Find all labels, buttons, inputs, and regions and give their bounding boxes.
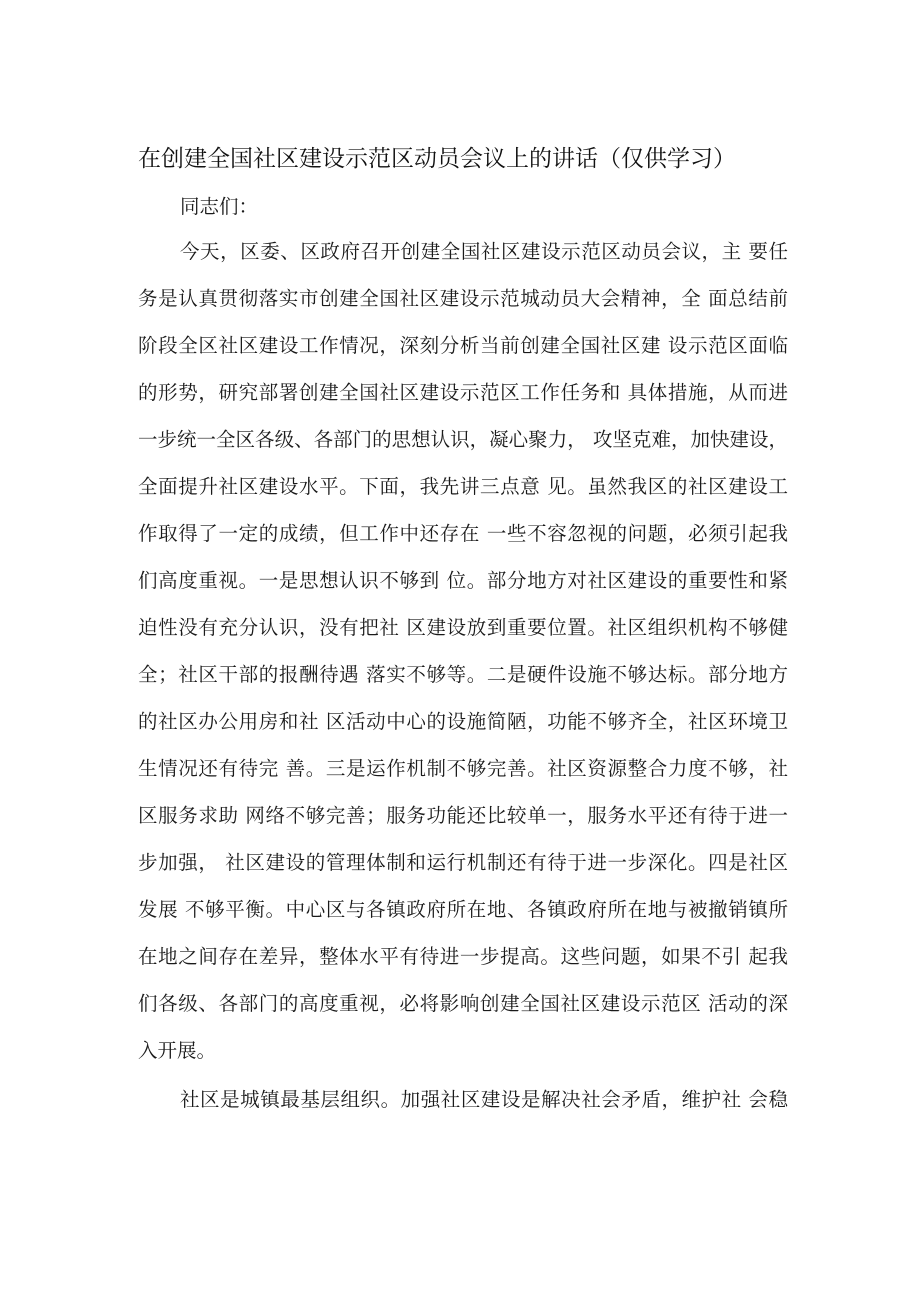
paragraph-line: 今天，区委、区政府召开创建全国社区建设示范区动员会议，主 要任 xyxy=(180,240,788,263)
paragraph-line: 作取得了一定的成绩，但工作中还存在 一些不容忽视的问题，必须引起我 xyxy=(138,522,788,545)
paragraph-line: 的社区办公用房和社 区活动中心的设施简陋，功能不够齐全，社区环境卫 xyxy=(138,710,788,733)
paragraph-line: 一步统一全区各级、各部门的思想认识，凝心聚力， 攻坚克难，加快建设， xyxy=(138,428,788,451)
paragraph-line: 全；社区干部的报酬待遇 落实不够等。二是硬件设施不够达标。部分地方 xyxy=(138,663,788,686)
paragraph-line: 步加强， 社区建设的管理体制和运行机制还有待于进一步深化。四是社区 xyxy=(138,851,788,874)
paragraph-line: 全面提升社区建设水平。下面，我先讲三点意 见。虽然我区的社区建设工 xyxy=(138,475,788,498)
paragraph-line: 务是认真贯彻落实市创建全国社区建设示范城动员大会精神，全 面总结前 xyxy=(138,287,788,310)
paragraph-line: 在地之间存在差异，整体水平有待进一步提高。这些问题，如果不引 起我 xyxy=(138,945,788,968)
paragraph-line: 迫性没有充分认识，没有把社 区建设放到重要位置。社区组织机构不够健 xyxy=(138,616,788,639)
paragraph-line: 区服务求助 网络不够完善；服务功能还比较单一，服务水平还有待于进一 xyxy=(138,804,788,827)
paragraph-line: 生情况还有待完 善。三是运作机制不够完善。社区资源整合力度不够，社 xyxy=(138,757,788,780)
paragraph-line: 的形势，研究部署创建全国社区建设示范区工作任务和 具体措施，从而进 xyxy=(138,381,788,404)
salutation: 同志们： xyxy=(180,195,259,218)
document-title: 在创建全国社区建设示范区动员会议上的讲话（仅供学习） xyxy=(138,146,736,172)
paragraph-line: 阶段全区社区建设工作情况，深刻分析当前创建全国社区建 设示范区面临 xyxy=(138,334,788,357)
paragraph-line: 入开展。 xyxy=(138,1039,217,1062)
paragraph-line: 们高度重视。一是思想认识不够到 位。部分地方对社区建设的重要性和紧 xyxy=(138,569,788,592)
paragraph-line: 社区是城镇最基层组织。加强社区建设是解决社会矛盾，维护社 会稳 xyxy=(180,1088,788,1111)
paragraph-line: 发展 不够平衡。中心区与各镇政府所在地、各镇政府所在地与被撤销镇所 xyxy=(138,898,788,921)
paragraph-line: 们各级、各部门的高度重视，必将影响创建全国社区建设示范区 活动的深 xyxy=(138,992,788,1015)
